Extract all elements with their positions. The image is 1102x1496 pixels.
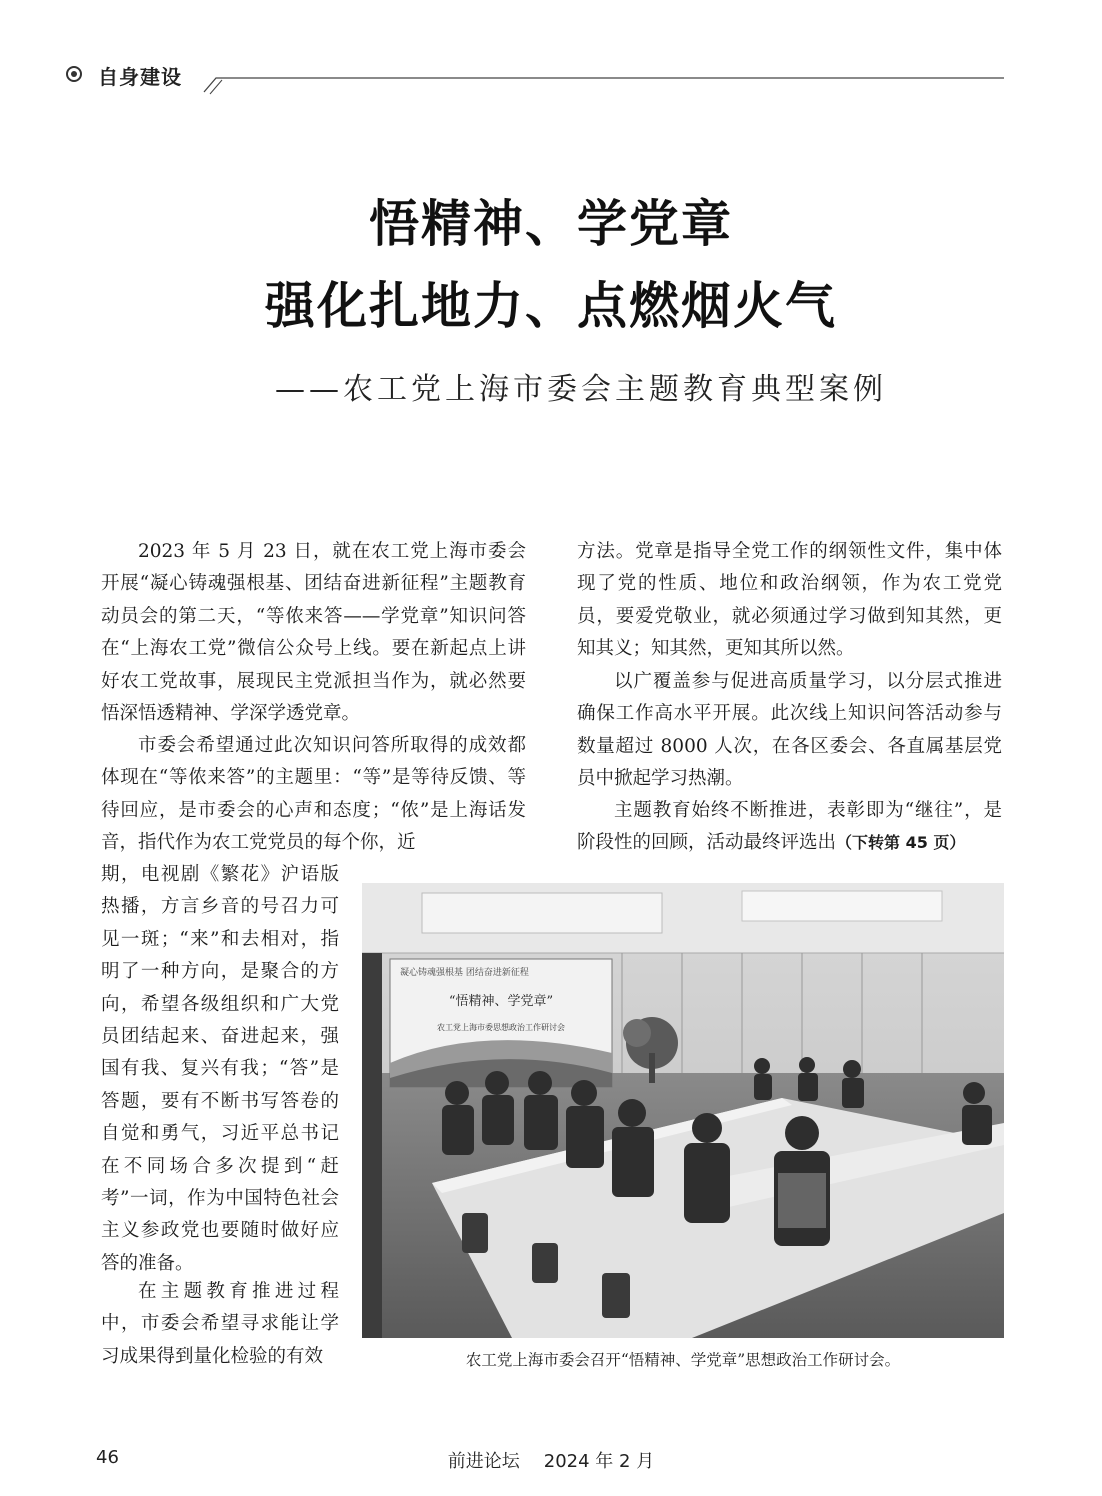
magazine-name: 前进论坛	[447, 1451, 520, 1472]
continued-note: （下转第 45 页）	[836, 833, 966, 853]
section-header	[64, 60, 1004, 96]
title-line-2: 强化扎地力、点燃烟火气	[265, 277, 837, 335]
paragraph-3: 期，电视剧《繁花》沪语版热播，方言乡音的号召力可见一斑；“来”和去相对，指明了一种方向，是聚合的方向，希望各级组织和广大党员团结起来、奋进起来，强国有我、复兴有我；“答”是答题，要有不断书写答卷的自觉和勇气，习近平总书记在不同场合多次提到“赶考”一词，作为中国特色社会主义参政党也要随时做好应答的准备。	[101, 864, 339, 1274]
banner-sub-text: 农工党上海市委思想政治工作研讨会	[437, 1023, 565, 1032]
paragraph-5: 方法。党章是指导全党工作的纲领性文件，集中体现了党的性质、地位和政治纲领，作为农工党党员，要爱党敬业，就必须通过学习做到知其然，更知其义；知其然，更知其所以然。	[577, 541, 1002, 660]
meeting-photo	[362, 883, 1004, 1338]
paragraph-6: 以广覆盖参与促进高质量学习，以分层式推进确保工作高水平开展。此次线上知识问答活动参与数量超过 8000 人次，在各区委会、各直属基层党员中掀起学习热潮。	[577, 671, 1002, 790]
footer-publication	[0, 1447, 1102, 1473]
photo-caption: 农工党上海市委会召开“悟精神、学党章”思想政治工作研讨会。	[465, 1351, 901, 1369]
banner-title-text: “悟精神、学党章”	[448, 994, 554, 1009]
paragraph-1: 2023 年 5 月 23 日，就在农工党上海市委会开展“凝心铸魂强根基、团结奋进新征程”主题教育动员会的第二天，“等侬来答——学党章”知识问答在“上海农工党”微信公众号上线。要在新起点上讲好农工党故事，展现民主党派担当作为，就必然要悟深悟透精神、学深学透党章。	[101, 541, 526, 725]
header-rule	[64, 60, 1004, 96]
paragraph-7	[577, 795, 1002, 860]
paragraph-7-text: 主题教育始终不断推进，表彰即为“继往”，是阶段性的回顾，活动最终评选出	[577, 800, 1002, 854]
issue-date: 2024 年 2 月	[543, 1451, 655, 1472]
title-line-1: 悟精神、学党章	[369, 195, 733, 253]
paragraph-2: 市委会希望通过此次知识问答所取得的成效都体现在“等侬来答”的主题里：“等”是等待反馈、等待回应，是市委会的心声和态度；“侬”是上海话发音，指代作为农工党党员的每个你，近	[101, 735, 526, 854]
banner-top-text: 凝心铸魂强根基 团结奋进新征程	[400, 968, 529, 978]
section-label: 自身建设	[98, 65, 182, 89]
page-number: 46	[96, 1447, 119, 1468]
paragraph-4: 在主题教育推进过程中，市委会希望寻求能让学习成果得到量化检验的有效	[101, 1281, 339, 1367]
subtitle: ——农工党上海市委会主题教育典型案例	[275, 372, 887, 407]
